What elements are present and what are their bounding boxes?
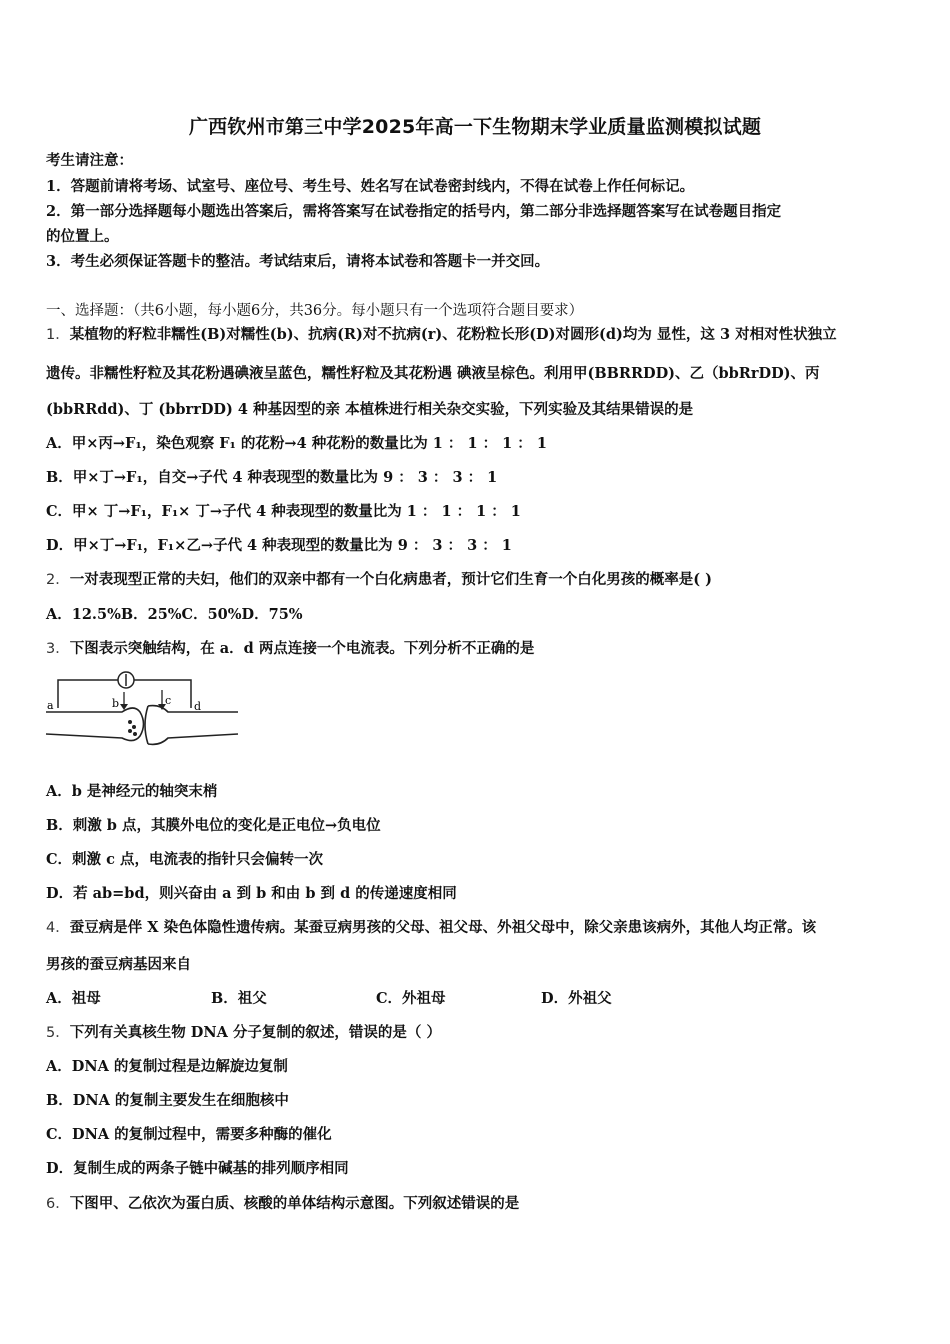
question-number: 6． <box>46 1196 70 1212</box>
notice-item: 2．第一部分选择题每小题选出答案后，需将答案写在试卷指定的括号内，第二部分非选择题答案写在试卷题目指定 <box>46 203 782 220</box>
label-c: c <box>165 694 172 707</box>
notice-heading: 考生请注意： <box>46 152 133 169</box>
notice-item: 的位置上。 <box>46 228 119 245</box>
notice-item: 3．考生必须保证答题卡的整洁。考试结束后，请将本试卷和答题卡一并交回。 <box>46 253 550 270</box>
question-2-line <box>46 570 908 590</box>
page-title: 广西钦州市第三中学2025年高一下生物期末学业质量监测模拟试题 <box>188 116 762 138</box>
question-6-line <box>46 1194 908 1214</box>
circuit-wire-left <box>58 680 118 708</box>
question-4-line: 男孩的蚕豆病基因来自 <box>46 956 191 973</box>
question-5-option-c: C．DNA 的复制过程中，需要多种酶的催化 <box>46 1126 332 1143</box>
question-number: 3． <box>46 641 70 657</box>
option-d: D．外祖父 <box>541 990 612 1007</box>
question-3-option-d: D．若 ab=bd，则兴奋由 a 到 b 和由 b 到 d 的传递速度相同 <box>46 885 457 902</box>
vesicle <box>128 720 132 724</box>
question-1-option-c: C．甲× 丁→F₁，F₁× 丁→子代 4 种表现型的数量比为 1 ： 1 ： 1 ： 1 <box>46 503 521 520</box>
question-2-options: A．12.5%B．25%C．50%D．75% <box>46 606 303 623</box>
label-d: d <box>194 700 202 713</box>
vesicle <box>133 732 137 736</box>
question-4-line <box>46 918 908 938</box>
vesicle <box>132 725 136 729</box>
question-3-line <box>46 639 908 659</box>
question-4-options <box>46 989 706 1009</box>
question-text: 下图表示突触结构，在 a．d 两点连接一个电流表。下列分析不正确的是 <box>69 640 535 657</box>
question-5-line <box>46 1023 908 1043</box>
option-a: A．祖母 <box>46 990 101 1007</box>
label-a: a <box>47 699 54 712</box>
option-c: C．外祖母 <box>376 990 446 1007</box>
label-b: b <box>112 697 120 710</box>
question-text: 下图甲、乙依次为蛋白质、核酸的单体结构示意图。下列叙述错误的是 <box>69 1195 520 1212</box>
question-number: 5． <box>46 1025 70 1041</box>
question-5-option-a: A．DNA 的复制过程是边解旋边复制 <box>46 1058 288 1075</box>
question-text: 某植物的籽粒非糯性(B)对糯性(b)、抗病(R)对不抗病(r)、花粉粒长形(D)对圆形(d)均为 显性，这 3 对相对性状独立 <box>69 326 837 343</box>
question-text: 一对表现型正常的夫妇，他们的双亲中都有一个白化病患者，预计它们生育一个白化男孩的概率是( ) <box>69 571 712 588</box>
question-1-line <box>46 325 908 345</box>
question-1-line: 遗传。非糯性籽粒及其花粉遇碘液呈蓝色，糯性籽粒及其花粉遇 碘液呈棕色。利用甲(BBRRDD)、乙（bbRrDD)、丙 <box>46 365 820 382</box>
question-3-option-b: B．刺激 b 点，其膜外电位的变化是正电位→负电位 <box>46 817 381 834</box>
question-text: 蚕豆病是伴 X 染色体隐性遗传病。某蚕豆病男孩的父母、祖父母、外祖父母中，除父亲患该病外，其他人均正常。该 <box>69 919 817 936</box>
question-text: 下列有关真核生物 DNA 分子复制的叙述，错误的是（ ） <box>69 1024 441 1041</box>
question-1-option-d: D．甲×丁→F₁，F₁×乙→子代 4 种表现型的数量比为 9 ： 3 ： 3 ： 1 <box>46 537 512 554</box>
notice-item: 1．答题前请将考场、试室号、座位号、考生号、姓名写在试卷密封线内，不得在试卷上作任何标记。 <box>46 178 695 195</box>
synapse-diagram <box>44 668 240 754</box>
question-1-option-b: B．甲×丁→F₁，自交→子代 4 种表现型的数量比为 9 ： 3 ： 3 ： 1 <box>46 469 498 486</box>
question-3-option-a: A．b 是神经元的轴突末梢 <box>46 783 218 800</box>
question-number: 2． <box>46 572 70 588</box>
option-b: B．祖父 <box>211 990 267 1007</box>
question-number: 4． <box>46 920 70 936</box>
question-number: 1． <box>46 327 70 343</box>
presynaptic-neuron <box>46 708 144 741</box>
question-1-option-a: A．甲×丙→F₁，染色观察 F₁ 的花粉→4 种花粉的数量比为 1 ： 1 ： 1 ： 1 <box>46 435 547 452</box>
question-1-line: (bbRRdd)、丁 (bbrrDD) 4 种基因型的亲 本植株进行相关杂交实验，下列实验及其结果错误的是 <box>46 401 694 418</box>
question-5-option-b: B．DNA 的复制主要发生在细胞核中 <box>46 1092 289 1109</box>
section-heading: 一、选择题：（共6小题，每小题6分，共36分。每小题只有一个选项符合题目要求） <box>46 303 584 319</box>
question-5-option-d: D．复制生成的两条子链中碱基的排列顺序相同 <box>46 1160 349 1177</box>
postsynaptic-membrane-bottom <box>148 734 238 744</box>
vesicle <box>128 729 132 733</box>
question-3-option-c: C．刺激 c 点，电流表的指针只会偏转一次 <box>46 851 323 868</box>
